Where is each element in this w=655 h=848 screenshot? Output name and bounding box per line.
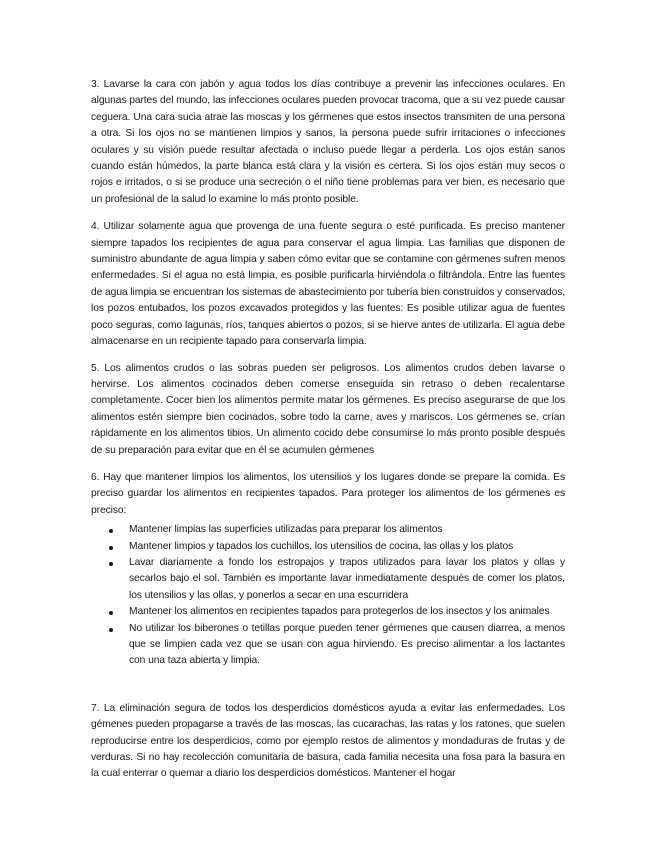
bullet-item — [91, 539, 565, 555]
bullet-item — [91, 522, 565, 538]
bullet-icon — [109, 628, 113, 632]
bullet-text: Mantener limpios y tapados los cuchillos, los utensilios de cocina, las ollas y los platos — [129, 540, 514, 552]
bullet-text: Mantener los alimentos en recipientes tapados para protegerlos de los insectos y los animales — [129, 606, 550, 618]
bullet-item — [91, 555, 565, 604]
food-safety-bullet-list — [91, 522, 565, 670]
paragraph-5: 5. Los alimentos crudos o las sobras pueden ser peligrosos. Los alimentos crudos deben lavarse o hervirse. Los alimentos cocinados deben comerse enseguida sin retraso o deben recalentarse completamente. Cocer bien los alimentos permite matar los gérmenes. Es preciso asegurarse de que los alimentos estén siempre bien cocinados, sobre todo la carne, aves y mariscos. Los gérmenes se. crían rápidamente en los alimentos tibios. Un alimento cocido debe consumirse lo más pronto posible después de su preparación para evitar que en él se acumulen gérmenes — [91, 362, 565, 456]
bullet-icon — [109, 546, 113, 550]
paragraph-7: 7. La eliminación segura de todos los desperdicios domésticos ayuda a evitar las enfermedades. Los gémenes pueden propagarse a través de las moscas, las cucarachas, las ratas y los ratones, que suelen reproducirse entre los desperdicios, como por ejemplo restos de alimentos y mondaduras de frutas y de verduras. Si no hay recolección comunitaria de basura, cada familia necesita una fosa para la basura en la cual enterrar o quemar a diario los desperdicios domésticos. Mantener el hogar — [91, 702, 565, 780]
paragraph-6: 6. Hay que mantener limpios los alimentos, los utensilios y los lugares donde se prepare la comida. Es preciso guardar los alimentos en recipientes tapados. Para proteger los alimentos de los gérmenes es preciso: — [91, 471, 565, 516]
paragraph-3: 3. Lavarse la cara con jabón y agua todos los días contribuye a prevenir las infecciones oculares. En algunas partes del mundo, las infecciones oculares pueden provocar tracoma, que a su vez puede causar ceguera. Una cara sucia atrae las moscas y los gérmenes que estos insectos transmiten de una persona a otra. Si los ojos no se mantienen limpios y sanos, la persona puede sufrir irritaciones o infecciones oculares y su visión puede resultar afectada o incluso puede llegar a perderla. Los ojos están sanos cuando están húmedos, la parte blanca está clara y la visión es certera. Si los ojos están muy secos o rojos e irritados, o si se produce una secreción o el niño tiene problemas para ver bien, es necesario que un profesional de la salud lo examine lo más pronto posible. — [91, 79, 565, 205]
bullet-icon — [109, 529, 113, 533]
bullet-text: No utilizar los biberones o tetillas porque pueden tener gérmenes que causen diarrea, a menos que se limpien cada vez que se usan con agua hirviendo. Es preciso alimentar a los lactantes con una taza abierta y limpia. — [129, 622, 565, 667]
bullet-item — [91, 604, 565, 620]
bullet-text: Lavar diariamente a fondo los estropajos y trapos utilizados para lavar los platos y ollas y secarlos bajo el sol. También es importante lavar inmediatamente después de comer los platos, los utensilios y las ollas, y ponerlos a secar en una escurridera — [129, 556, 565, 601]
bullet-text: Mantener limpias las superficies utilizadas para preparar los alimentos — [129, 524, 443, 536]
bullet-icon — [109, 562, 113, 566]
bullet-icon — [109, 611, 113, 615]
paragraph-4: 4. Utilizar solamente agua que provenga de una fuente segura o esté purificada. Es preciso mantener siempre tapados los recipientes de agua para conservar el agua limpia. Las familias que disponen de suministro abundante de agua limpia y saben cómo evitar que se contamine con gérmenes sufren menos enfermedades. Si el agua no está limpia, es posible purificarla hirviéndola o filtrándola. Entre las fuentes de agua limpia se encuentran los sistemas de abastecimiento por tubería bien construidos y conservados, los pozos entubados, los pozos excavados protegidos y las fuentes: Es posible utilizar agua de fuentes poco seguras, como lagunas, ríos, tanques abiertos o pozos, si se hierve antes de utilizarla. El agua debe almacenarse en un recipiente tapado para conservarla limpia. — [91, 221, 565, 348]
bullet-item — [91, 621, 565, 670]
document-body — [91, 77, 565, 783]
